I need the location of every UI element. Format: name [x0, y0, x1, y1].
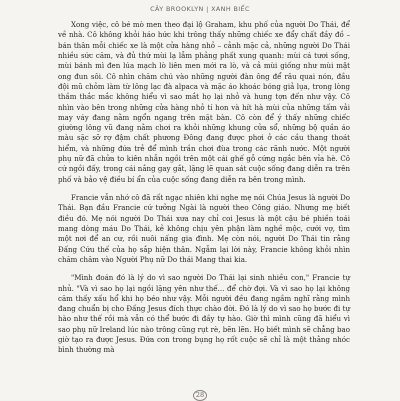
page-number-label: 28: [193, 390, 207, 401]
paragraph-2: Francie vẫn nhớ cô đã rất ngạc nhiên khi nghe mẹ nói Chúa Jesus là người Do Thái. Bạn đầu Francie cứ tưởng Ngài là người theo Công giáo. Nhưng mẹ biết điều đó. Mẹ nói người Do Thái xưa nay chỉ coi Jesus là một cậu bé phiền toái mang dòng máu Do Thái, kẻ không chịu yên phận làm nghề mộc, cưới vợ, tìm một nơi để an cư, rồi nuôi nấng gia đình. Mẹ còn nói, người Do Thái tin rằng Đấng Cứu thế của họ sắp hiện thân. Ngẫm lại lời này, Francie không khỏi nhìn chăm chăm vào Người Phụ nữ Do thái Mang thai kia.: [58, 193, 350, 264]
page-number: [0, 390, 400, 401]
paragraph-3: "Mình đoán đó là lý do vì sao người Do Thái lại sinh nhiều con," Francie tự nhủ. "Và vì sao họ lại ngồi lặng yên như thế... để chờ đợi. Và vì sao họ lại không căm thấy xấu hổ khi họ béo như vậy. Mỗi người đều đang ngầm nghĩ rằng mình đang chuẩn bị cho Đấng Jesus đích thực chào đời. Đó là lý do vì sao họ bước đi tự hào như thế rồi mà vẫn có thể bước đi đầy tự hào. Giờ thì mình cũng đã hiểu vì sao phụ nữ Ireland lúc nào trông cũng rụt rè, bẽn lẽn. Họ biết mình sẽ chẳng bao giờ tạo ra được Jesus. Đứa con trong bụng họ rốt cuộc sẽ chỉ là một thằng nhóc bình thường mà: [58, 273, 350, 355]
running-header: CÂY BROOKLYN | XANH BIẾC: [150, 5, 250, 13]
body-text: [58, 20, 350, 356]
paragraph-1: Xong việc, cô bé mò men theo đại lộ Graham, khu phố của người Do Thái, để về nhà. Cô không khỏi háo hức khi trông thấy những chiếc xe đẩy chất đầy đồ – bán thân mỗi chiếc xe là một cửa hàng nhỏ – cảnh mặc cả, những người Do Thái nhiều sức căm, và đủ thứ mùi lạ lẫm phảng phất xung quanh: mùi cá tươi sống, mùi bánh mì đen lúa mạch lò liên men mới ra lò, và cả mùi giống như mùi mật ong đun sôi. Cô nhìn chăm chú vào những người đàn ông để râu quai nón, đầu đội mũ chỏm làm từ lông lạc đà alpaca và mặc áo khoác bóng giả lụa, trong lòng thầm thắc mắc không hiểu vì sao mắt họ lại nhỏ và hung tợn đến như vậy. Cô nhìn vào bên trong những cửa hàng nhỏ tí hon và hít hà mùi của những tấm vải may váy đang nằm ngổn ngang trên mặt bàn. Cô còn để ý thấy những chiếc giường lông vũ đang nằm chơi ra khỏi những khung cửa sổ, những bộ quần áo màu sặc sỡ rợ đậm chất phương Đông đang được phơi ở các cầu thang thoát hiểm, và những đứa trẻ để mình trần chơi đùa trong các rãnh nước. Một người phụ nữ đã chửa to kiên nhẫn ngồi trên một cái ghế gỗ cứng ngắc bên vỉa hè. Cô cứ ngồi đấy, trong cái nắng gay gắt, lặng lẽ quan sát cuộc sống đang diễn ra trên phố và bảo vệ điều bí ẩn của cuộc sống đang diễn ra bên trong mình.: [58, 20, 350, 184]
